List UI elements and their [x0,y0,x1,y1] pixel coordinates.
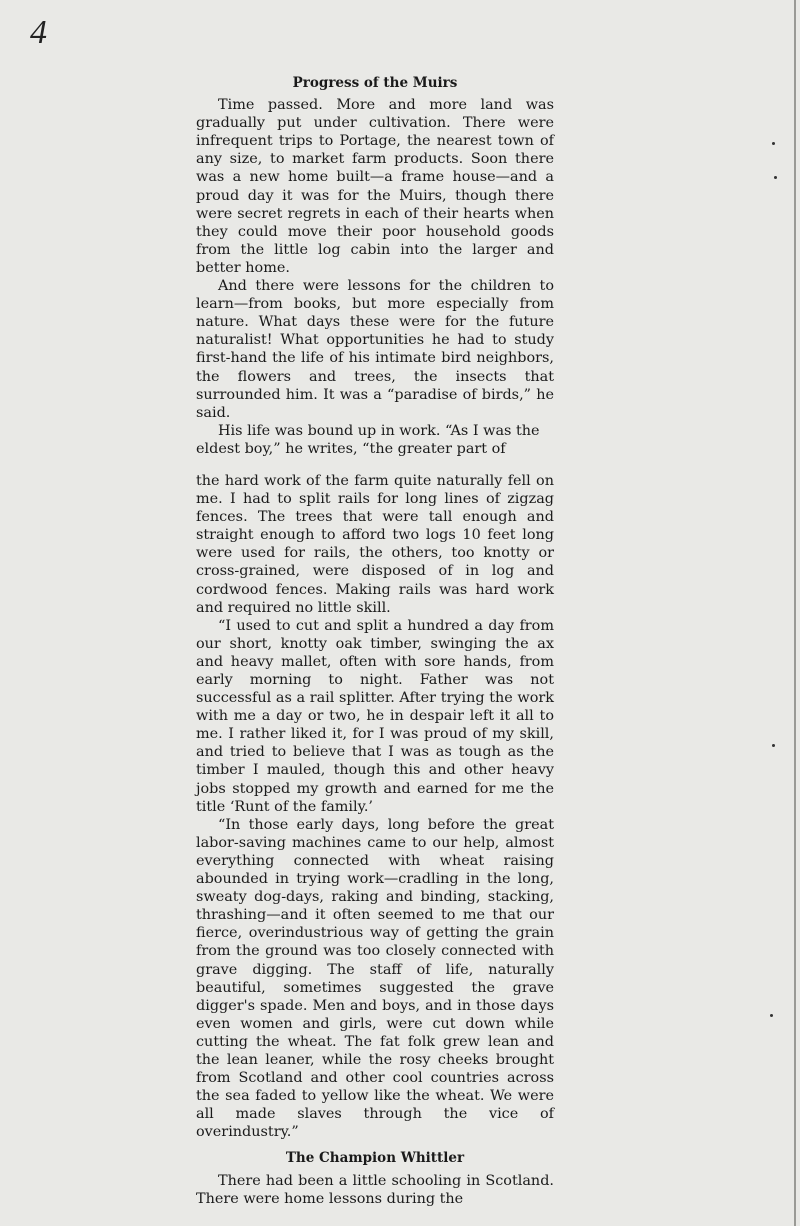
spacer [196,458,554,472]
page-edge-line [794,0,796,1226]
paragraph: There had been a little schooling in Scotland. There were home lessons during the [196,1172,554,1207]
paragraph: Time passed. More and more land was gradually put under cultivation. There were infrequent trips to Portage, the nearest town of any size, to market farm products. Soon there was a new home built—a frame house—and a proud day it was for the Muirs, though there were secret regrets in each of their hearts when they could move their poor household goods from the little log cabin into the larger and better home. [196,97,554,276]
paragraph: “In those early days, long before the great labor-saving machines came to our help, almost everything connected with wheat raising abounded in trying work—cradling in the long, sweaty dog-days, raking and binding, stacking, thrashing—and it often seemed to me that our fierce, overindustrious way of getting the grain from the ground was too closely connected with grave digging. The staff of life, naturally beautiful, sometimes suggested the grave digger's spade. Men and boys, and in those days even women and girls, were cut down while cutting the wheat. The fat folk grew lean and the lean leaner, while the rosy cheeks brought from Scotland and other cool countries across the sea faded to yellow like the wheat. We were all made slaves through the vice of overindustry.” [196,816,554,1141]
speck [772,142,775,145]
page-number: 4 [30,14,47,51]
text-column [196,74,554,1208]
paragraph: the hard work of the farm quite naturally fell on me. I had to split rails for long lines of zigzag fences. The trees that were tall enough and straight enough to afford two logs 10 feet long were used for rails, the others, too knotty or cross-grained, were disposed of in log and cordwood fences. Making rails was hard work and required no little skill. [196,472,554,616]
paragraph: His life was bound up in work. “As I was the eldest boy,” he writes, “the greater part of [196,422,540,457]
speck [772,744,775,747]
speck [774,176,777,179]
speck [770,1014,773,1017]
paragraph: “I used to cut and split a hundred a day from our short, knotty oak timber, swinging the ax and heavy mallet, often with sore hands, from early morning to night. Father was not successful as a rail splitter. After trying the work with me a day or two, he in despair left it all to me. I rather liked it, for I was proud of my skill, and tried to believe that I was as tough as the timber I mauled, though this and other heavy jobs stopped my growth and earned for me the title ‘Runt of the family.’ [196,617,554,815]
section-heading: The Champion Whittler [285,1150,465,1167]
section-heading: Progress of the Muirs [292,75,458,91]
paragraph: And there were lessons for the children to learn—from books, but more especially from nature. What days these were for the future naturalist! What opportunities he had to study first-hand the life of his intimate bird neighbors, the flowers and trees, the insects that surrounded him. It was a “paradise of birds,” he said. [196,278,554,421]
